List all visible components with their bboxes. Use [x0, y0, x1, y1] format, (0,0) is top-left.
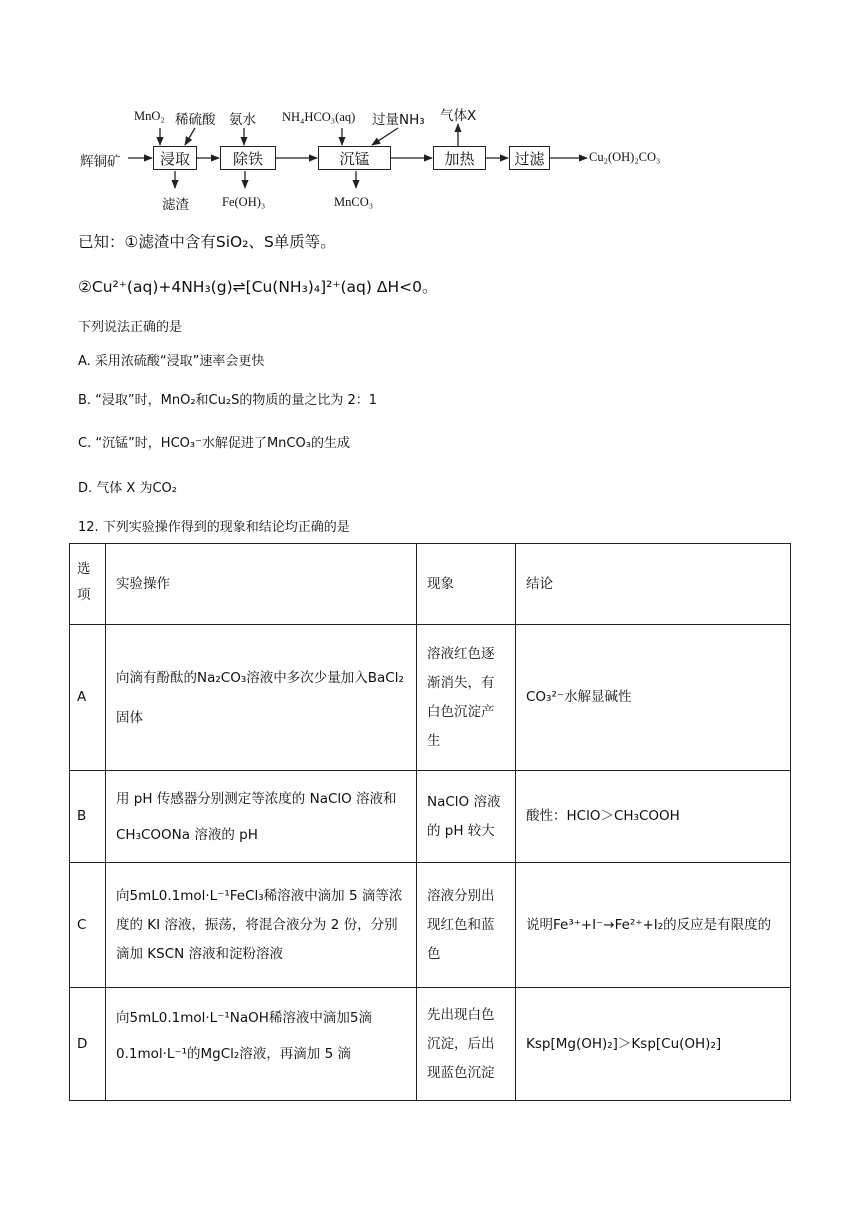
step-iron-removal: 除铁 — [220, 146, 276, 170]
table-row — [70, 988, 791, 1101]
row-a-option: A — [70, 625, 106, 771]
reagent-dilute-sulfuric-acid: 稀硫酸 — [175, 112, 216, 128]
table-row — [70, 863, 791, 988]
reagent-nh4hco3: NH₄HCO₃(aq) — [282, 110, 356, 124]
q11-option-b: B. “浸取”时，MnO₂和Cu₂S的物质的量之比为 2：1 — [78, 393, 378, 408]
row-b-conclusion: 酸性：HClO＞CH₃COOH — [516, 771, 791, 863]
q11-stem: 下列说法正确的是 — [78, 320, 183, 335]
flow-arrows — [0, 0, 860, 220]
row-a-phenomenon: 溶液红色逐渐消失，有白色沉淀产生 — [417, 625, 516, 771]
row-b-option: B — [70, 771, 106, 863]
step-heating: 加热 — [433, 146, 486, 170]
row-b-operation: 用 pH 传感器分别测定等浓度的 NaClO 溶液和CH₃COONa 溶液的 pH — [106, 771, 417, 863]
output-residue: 滤渣 — [162, 197, 189, 213]
step-filtration: 过滤 — [509, 146, 550, 170]
row-a-conclusion: CO₃²⁻水解显碱性 — [516, 625, 791, 771]
reagent-mno2: MnO₂ — [134, 109, 165, 123]
gas-x-label: 气体X — [440, 108, 477, 124]
table-row — [70, 625, 791, 771]
row-d-option: D — [70, 988, 106, 1101]
header-option: 选项 — [70, 544, 106, 625]
reagent-ammonia: 氨水 — [229, 112, 256, 128]
row-d-conclusion: Ksp[Mg(OH)₂]＞Ksp[Cu(OH)₂] — [516, 988, 791, 1101]
reagent-excess-nh3: 过量NH₃ — [372, 112, 425, 128]
table-row — [70, 771, 791, 863]
product-label: Cu₂(OH)₂CO₃ — [589, 150, 661, 164]
output-feoh3: Fe(OH)₃ — [222, 195, 266, 209]
header-phenomenon: 现象 — [417, 544, 516, 625]
row-c-operation: 向5mL0.1mol·L⁻¹FeCl₃稀溶液中滴加 5 滴等浓度的 KI 溶液，振荡，将混合液分为 2 份，分别滴加 KSCN 溶液和淀粉溶液 — [106, 863, 417, 988]
q12-stem: 12. 下列实验操作得到的现象和结论均正确的是 — [78, 520, 350, 535]
row-d-operation: 向5mL0.1mol·L⁻¹NaOH稀溶液中滴加5滴0.1mol·L⁻¹的MgCl₂溶液，再滴加 5 滴 — [106, 988, 417, 1101]
step-mn-precipitation: 沉锰 — [318, 146, 391, 170]
output-mnco3: MnCO₃ — [334, 195, 374, 209]
experiment-table — [69, 543, 791, 1101]
row-c-phenomenon: 溶液分别出现红色和蓝色 — [417, 863, 516, 988]
table-header-row — [70, 544, 791, 625]
row-a-operation: 向滴有酚酞的Na₂CO₃溶液中多次少量加入BaCl₂固体 — [106, 625, 417, 771]
row-c-option: C — [70, 863, 106, 988]
q11-option-d: D. 气体 X 为CO₂ — [78, 481, 177, 496]
known-condition-1: 已知：①滤渣中含有SiO₂、S单质等。 — [78, 233, 336, 251]
row-b-phenomenon: NaClO 溶液的 pH 较大 — [417, 771, 516, 863]
raw-material-label: 辉铜矿 — [80, 154, 121, 170]
q11-option-c: C. “沉锰”时，HCO₃⁻水解促进了MnCO₃的生成 — [78, 436, 350, 451]
row-d-phenomenon: 先出现白色沉淀，后出现蓝色沉淀 — [417, 988, 516, 1101]
row-c-conclusion: 说明Fe³⁺+I⁻→Fe²⁺+I₂的反应是有限度的 — [516, 863, 791, 988]
step-leaching: 浸取 — [153, 146, 197, 170]
q11-option-a: A. 采用浓硫酸“浸取”速率会更快 — [78, 354, 265, 369]
header-operation: 实验操作 — [106, 544, 417, 625]
known-condition-2: ②Cu²⁺(aq)+4NH₃(g)⇌[Cu(NH₃)₄]²⁺(aq) ΔH<0。 — [78, 278, 438, 296]
header-conclusion: 结论 — [516, 544, 791, 625]
